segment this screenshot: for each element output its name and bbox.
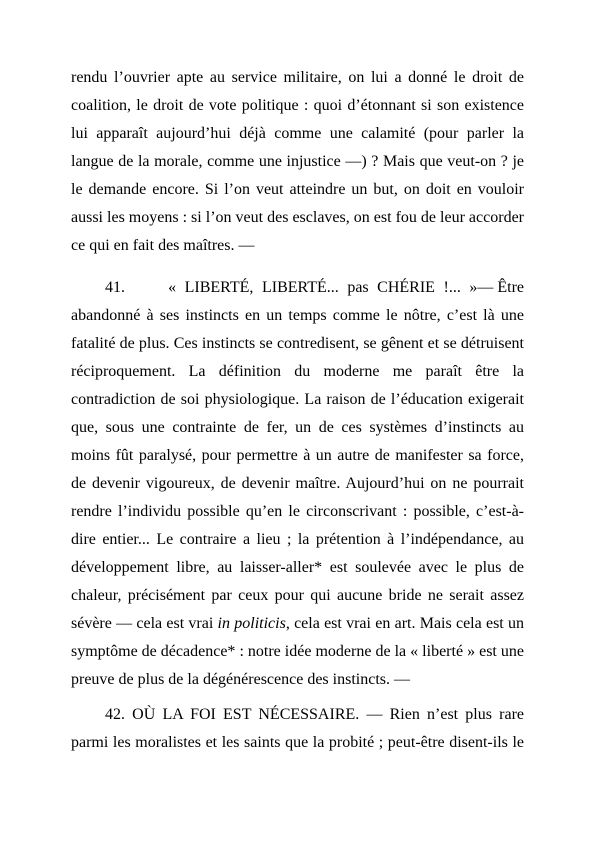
text-line: réciproquement. La définition du moderne me paraît être la: [71, 363, 524, 380]
text-line: coalition, le droit de vote politique : quoi d’étonnant si son existence: [71, 97, 524, 114]
aphorism-heading-line: [71, 274, 524, 302]
text-line: le demande encore. Si l’on veut atteindre un but, on doit en vouloir: [71, 181, 524, 198]
text-line-with-italic: [71, 610, 524, 638]
text-line: rendre l’individu possible qu’en le circonscrivant : possible, c’est-à-: [71, 503, 524, 520]
text-line: dire entier... Le contraire a lieu ; la prétention à l’indépendance, au: [71, 531, 524, 548]
aphorism-title: « LIBERTÉ, LIBERTÉ... pas CHÉRIE !... »: [168, 279, 478, 296]
aphorism-number: 41.: [105, 279, 125, 296]
text-fragment: , cela est vrai en art. Mais cela est un: [285, 615, 525, 632]
text-line: ce qui en fait des maîtres. —: [71, 237, 255, 254]
text-line: contradiction de soi physiologique. La raison de l’éducation exigerait: [71, 391, 524, 408]
italic-phrase: in politicis: [217, 615, 286, 632]
text-line: moins fût paralysé, pour permettre à un autre de manifester sa force,: [71, 447, 524, 464]
text-line: abandonné à ses instincts en un temps comme le nôtre, c’est là une: [71, 307, 524, 324]
text-line: chaleur, précisément par ceux pour qui aucune bride ne serait assez: [71, 587, 524, 604]
text-line: parmi les moralistes et les saints que la probité ; peut-être disent-ils le: [71, 734, 524, 751]
paragraph-continuation: [71, 64, 524, 260]
aphorism-heading-line: 42. OÙ LA FOI EST NÉCESSAIRE. — Rien n’est plus rare: [105, 706, 524, 723]
text-line: aussi les moyens : si l’on veut des esclaves, on est fou de leur accorder: [71, 209, 524, 226]
aphorism-42: [71, 701, 524, 757]
text-line: langue de la morale, comme une injustice —) ? Mais que veut-on ? je: [71, 153, 524, 170]
text-fragment: — Être: [477, 279, 524, 296]
text-line: de devenir vigoureux, de devenir maître. Aujourd’hui on ne pourrait: [71, 475, 524, 492]
aphorism-41: [71, 274, 524, 694]
text-line: développement libre, au laisser-aller* est soulevée avec le plus de: [71, 559, 524, 576]
text-fragment: sévère — cela est vrai: [71, 615, 218, 632]
text-line: symptôme de décadence* : notre idée moderne de la « liberté » est une: [71, 643, 524, 660]
text-line: preuve de plus de la dégénérescence des instincts. —: [71, 671, 410, 688]
text-line: que, sous une contrainte de fer, un de ces systèmes d’instincts au: [71, 419, 524, 436]
text-line: lui apparaît aujourd’hui déjà comme une calamité (pour parler la: [71, 125, 524, 142]
text-line: fatalité de plus. Ces instincts se contredisent, se gênent et se détruisent: [71, 335, 524, 352]
text-line: rendu l’ouvrier apte au service militaire, on lui a donné le droit de: [71, 69, 524, 86]
